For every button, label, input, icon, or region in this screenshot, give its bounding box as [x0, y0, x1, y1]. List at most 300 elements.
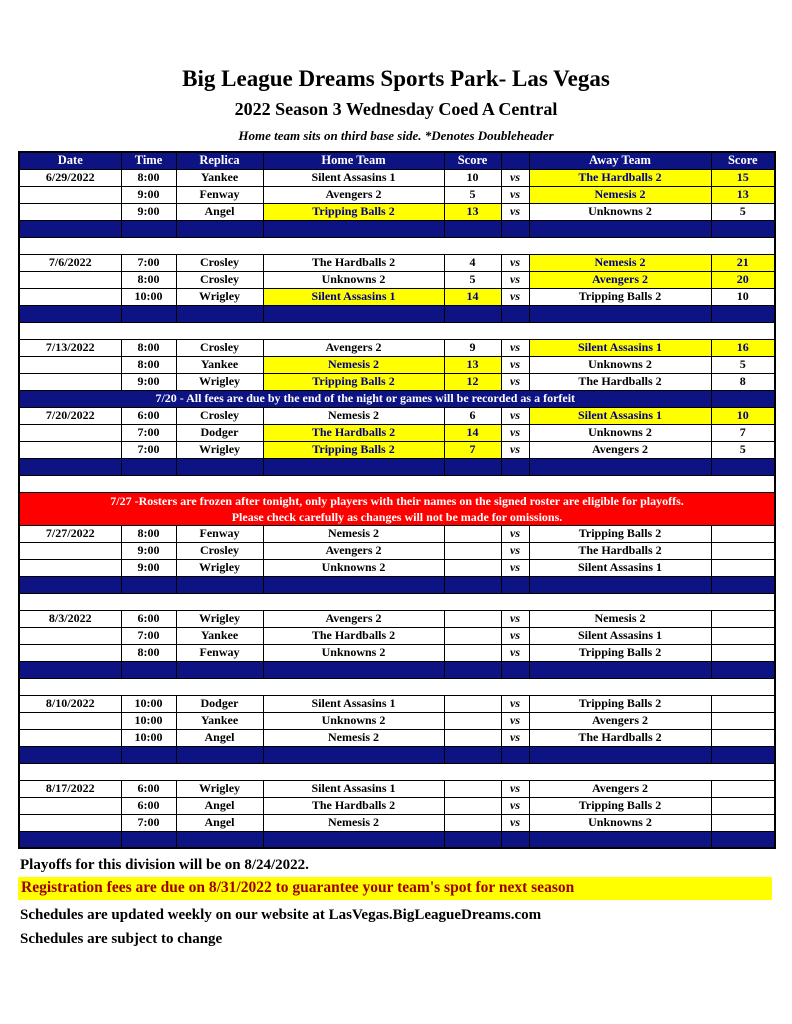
- date-cell: [19, 797, 121, 814]
- date-cell: [19, 712, 121, 729]
- home-score-cell: 13: [444, 203, 501, 220]
- separator-cell: [529, 305, 711, 322]
- separator-cell: [501, 661, 529, 678]
- time-cell: 9:00: [121, 559, 176, 576]
- away-team-cell: Tripping Balls 2: [529, 644, 711, 661]
- spacer-cell: [19, 475, 775, 492]
- away-score-cell: [711, 814, 775, 831]
- time-cell: 8:00: [121, 169, 176, 186]
- date-cell: [19, 424, 121, 441]
- separator-cell: [263, 220, 444, 237]
- vs-cell: vs: [501, 186, 529, 203]
- away-score-cell: [711, 695, 775, 712]
- home-team-cell: Unknowns 2: [263, 712, 444, 729]
- separator-cell: [529, 831, 711, 848]
- away-score-cell: [711, 780, 775, 797]
- banner-line: Please check carefully as changes will not be made for omissions.: [231, 509, 563, 524]
- separator-cell: [19, 831, 121, 848]
- away-team-cell: Nemesis 2: [529, 254, 711, 271]
- time-cell: 9:00: [121, 203, 176, 220]
- date-cell: [19, 203, 121, 220]
- home-score-cell: [444, 644, 501, 661]
- separator-cell: [444, 661, 501, 678]
- replica-cell: Crosley: [176, 542, 263, 559]
- replica-cell: Crosley: [176, 271, 263, 288]
- away-score-cell: [711, 525, 775, 542]
- home-team-cell: Nemesis 2: [263, 814, 444, 831]
- time-cell: 9:00: [121, 186, 176, 203]
- replica-cell: Yankee: [176, 712, 263, 729]
- vs-cell: vs: [501, 610, 529, 627]
- separator-cell: [263, 661, 444, 678]
- home-team-cell: Tripping Balls 2: [263, 373, 444, 390]
- date-cell: [19, 542, 121, 559]
- subject-to-change-note: Schedules are subject to change: [20, 931, 223, 948]
- time-cell: 7:00: [121, 424, 176, 441]
- date-cell: 7/13/2022: [19, 339, 121, 356]
- home-score-cell: [444, 627, 501, 644]
- home-score-cell: [444, 729, 501, 746]
- home-score-cell: 12: [444, 373, 501, 390]
- date-cell: [19, 441, 121, 458]
- separator-cell: [19, 746, 121, 763]
- home-team-cell: Unknowns 2: [263, 559, 444, 576]
- separator-cell: [711, 576, 775, 593]
- home-score-cell: 9: [444, 339, 501, 356]
- date-cell: [19, 271, 121, 288]
- column-header: Replica: [176, 152, 263, 169]
- separator-cell: [263, 305, 444, 322]
- away-team-cell: The Hardballs 2: [529, 542, 711, 559]
- separator-cell: [501, 746, 529, 763]
- separator-cell: [711, 831, 775, 848]
- game-row: [19, 169, 775, 186]
- home-team-cell: Silent Assasins 1: [263, 169, 444, 186]
- game-row: [19, 644, 775, 661]
- vs-cell: vs: [501, 644, 529, 661]
- banner-row: [19, 492, 775, 525]
- replica-cell: Fenway: [176, 644, 263, 661]
- replica-cell: Crosley: [176, 407, 263, 424]
- away-team-cell: Unknowns 2: [529, 424, 711, 441]
- away-score-cell: 8: [711, 373, 775, 390]
- separator-cell: [529, 220, 711, 237]
- game-row: [19, 203, 775, 220]
- game-row: [19, 407, 775, 424]
- date-cell: [19, 356, 121, 373]
- separator-cell: [263, 831, 444, 848]
- replica-cell: Fenway: [176, 525, 263, 542]
- away-team-cell: Avengers 2: [529, 271, 711, 288]
- time-cell: 10:00: [121, 695, 176, 712]
- note-cell: [711, 390, 775, 407]
- separator-row: [19, 458, 775, 475]
- vs-cell: vs: [501, 627, 529, 644]
- separator-cell: [501, 831, 529, 848]
- game-row: [19, 729, 775, 746]
- separator-row: [19, 305, 775, 322]
- time-cell: 7:00: [121, 441, 176, 458]
- spacer-row: [19, 237, 775, 254]
- replica-cell: Fenway: [176, 186, 263, 203]
- date-cell: [19, 186, 121, 203]
- time-cell: 8:00: [121, 356, 176, 373]
- game-row: [19, 797, 775, 814]
- replica-cell: Angel: [176, 203, 263, 220]
- replica-cell: Crosley: [176, 339, 263, 356]
- vs-cell: vs: [501, 525, 529, 542]
- page-subtitle: 2022 Season 3 Wednesday Coed A Central: [234, 99, 558, 119]
- vs-cell: vs: [501, 339, 529, 356]
- website-note: Schedules are updated weekly on our website at LasVegas.BigLeagueDreams.com: [20, 907, 542, 924]
- replica-cell: Angel: [176, 814, 263, 831]
- home-team-note: Home team sits on third base side. *Denotes Doubleheader: [238, 128, 554, 143]
- away-team-cell: Tripping Balls 2: [529, 525, 711, 542]
- banner-line: 7/27 -Rosters are frozen after tonight, only players with their names on the signed roster are eligible for playoffs.: [110, 493, 684, 508]
- time-cell: 6:00: [121, 780, 176, 797]
- away-score-cell: [711, 610, 775, 627]
- home-team-cell: Silent Assasins 1: [263, 288, 444, 305]
- away-score-cell: 16: [711, 339, 775, 356]
- home-score-cell: [444, 610, 501, 627]
- vs-cell: vs: [501, 695, 529, 712]
- time-cell: 7:00: [121, 627, 176, 644]
- date-cell: [19, 373, 121, 390]
- home-team-cell: Tripping Balls 2: [263, 441, 444, 458]
- date-cell: 7/20/2022: [19, 407, 121, 424]
- game-row: [19, 712, 775, 729]
- away-team-cell: The Hardballs 2: [529, 169, 711, 186]
- replica-cell: Wrigley: [176, 610, 263, 627]
- home-team-cell: The Hardballs 2: [263, 627, 444, 644]
- time-cell: 8:00: [121, 339, 176, 356]
- table-header-row: [19, 152, 775, 169]
- separator-cell: [263, 576, 444, 593]
- separator-row: [19, 576, 775, 593]
- note-cell: 7/20 - All fees are due by the end of the night or games will be recorded as a forfeit: [19, 390, 711, 407]
- separator-cell: [444, 305, 501, 322]
- separator-cell: [529, 458, 711, 475]
- game-row: [19, 780, 775, 797]
- game-row: [19, 271, 775, 288]
- column-header: Time: [121, 152, 176, 169]
- separator-cell: [19, 458, 121, 475]
- spacer-cell: [19, 322, 775, 339]
- separator-cell: [444, 458, 501, 475]
- spacer-row: [19, 763, 775, 780]
- separator-cell: [121, 458, 176, 475]
- away-team-cell: Silent Assasins 1: [529, 407, 711, 424]
- vs-cell: vs: [501, 356, 529, 373]
- separator-row: [19, 746, 775, 763]
- away-team-cell: Nemesis 2: [529, 186, 711, 203]
- away-score-cell: [711, 542, 775, 559]
- time-cell: 6:00: [121, 610, 176, 627]
- separator-cell: [176, 746, 263, 763]
- separator-row: [19, 831, 775, 848]
- vs-cell: vs: [501, 271, 529, 288]
- separator-cell: [444, 831, 501, 848]
- time-cell: 10:00: [121, 729, 176, 746]
- spacer-row: [19, 678, 775, 695]
- game-row: [19, 610, 775, 627]
- schedule-body: [19, 169, 775, 848]
- separator-cell: [176, 576, 263, 593]
- replica-cell: Crosley: [176, 254, 263, 271]
- away-team-cell: Unknowns 2: [529, 814, 711, 831]
- away-team-cell: Silent Assasins 1: [529, 339, 711, 356]
- separator-cell: [444, 576, 501, 593]
- game-row: [19, 288, 775, 305]
- time-cell: 10:00: [121, 288, 176, 305]
- home-score-cell: [444, 780, 501, 797]
- column-header: Away Team: [529, 152, 711, 169]
- vs-cell: vs: [501, 542, 529, 559]
- date-cell: [19, 644, 121, 661]
- home-score-cell: 5: [444, 271, 501, 288]
- spacer-row: [19, 475, 775, 492]
- home-score-cell: [444, 559, 501, 576]
- separator-cell: [121, 305, 176, 322]
- home-score-cell: [444, 712, 501, 729]
- away-score-cell: 5: [711, 441, 775, 458]
- home-team-cell: Nemesis 2: [263, 356, 444, 373]
- home-score-cell: 7: [444, 441, 501, 458]
- column-header: Home Team: [263, 152, 444, 169]
- home-team-cell: Nemesis 2: [263, 407, 444, 424]
- page-title: Big League Dreams Sports Park- Las Vegas: [182, 66, 610, 91]
- home-team-cell: The Hardballs 2: [263, 424, 444, 441]
- game-row: [19, 424, 775, 441]
- game-row: [19, 373, 775, 390]
- away-team-cell: Unknowns 2: [529, 356, 711, 373]
- separator-cell: [501, 576, 529, 593]
- away-team-cell: Unknowns 2: [529, 203, 711, 220]
- separator-cell: [711, 220, 775, 237]
- separator-cell: [19, 661, 121, 678]
- separator-cell: [263, 458, 444, 475]
- time-cell: 6:00: [121, 407, 176, 424]
- separator-cell: [19, 305, 121, 322]
- spacer-cell: [19, 763, 775, 780]
- time-cell: 8:00: [121, 644, 176, 661]
- home-team-cell: Nemesis 2: [263, 729, 444, 746]
- date-cell: 8/10/2022: [19, 695, 121, 712]
- separator-cell: [121, 220, 176, 237]
- time-cell: 7:00: [121, 254, 176, 271]
- away-score-cell: 7: [711, 424, 775, 441]
- separator-cell: [19, 576, 121, 593]
- home-score-cell: 4: [444, 254, 501, 271]
- home-team-cell: Avengers 2: [263, 542, 444, 559]
- home-score-cell: [444, 797, 501, 814]
- game-row: [19, 627, 775, 644]
- game-row: [19, 254, 775, 271]
- home-score-cell: 10: [444, 169, 501, 186]
- away-score-cell: 10: [711, 288, 775, 305]
- separator-row: [19, 220, 775, 237]
- date-cell: 7/6/2022: [19, 254, 121, 271]
- time-cell: 9:00: [121, 373, 176, 390]
- time-cell: 6:00: [121, 797, 176, 814]
- away-team-cell: Tripping Balls 2: [529, 695, 711, 712]
- away-team-cell: Avengers 2: [529, 712, 711, 729]
- separator-cell: [176, 220, 263, 237]
- spacer-row: [19, 593, 775, 610]
- game-row: [19, 525, 775, 542]
- spacer-cell: [19, 678, 775, 695]
- separator-cell: [444, 220, 501, 237]
- replica-cell: Wrigley: [176, 373, 263, 390]
- replica-cell: Angel: [176, 729, 263, 746]
- separator-cell: [711, 746, 775, 763]
- away-team-cell: Silent Assasins 1: [529, 627, 711, 644]
- vs-cell: vs: [501, 373, 529, 390]
- time-cell: 9:00: [121, 542, 176, 559]
- date-cell: 8/17/2022: [19, 780, 121, 797]
- date-cell: 8/3/2022: [19, 610, 121, 627]
- vs-cell: vs: [501, 288, 529, 305]
- away-score-cell: 5: [711, 203, 775, 220]
- home-team-cell: Avengers 2: [263, 186, 444, 203]
- schedule-table: [18, 151, 776, 849]
- home-team-cell: The Hardballs 2: [263, 797, 444, 814]
- game-row: [19, 542, 775, 559]
- vs-cell: vs: [501, 169, 529, 186]
- note-row: [19, 390, 775, 407]
- separator-row: [19, 661, 775, 678]
- replica-cell: Wrigley: [176, 780, 263, 797]
- home-score-cell: 6: [444, 407, 501, 424]
- home-team-cell: Unknowns 2: [263, 271, 444, 288]
- date-cell: [19, 729, 121, 746]
- separator-cell: [501, 458, 529, 475]
- separator-cell: [529, 576, 711, 593]
- separator-cell: [176, 305, 263, 322]
- time-cell: 10:00: [121, 712, 176, 729]
- game-row: [19, 356, 775, 373]
- vs-cell: vs: [501, 559, 529, 576]
- spacer-cell: [19, 593, 775, 610]
- vs-cell: vs: [501, 780, 529, 797]
- replica-cell: Wrigley: [176, 441, 263, 458]
- vs-cell: vs: [501, 254, 529, 271]
- separator-cell: [501, 305, 529, 322]
- home-score-cell: 14: [444, 424, 501, 441]
- away-score-cell: [711, 644, 775, 661]
- away-score-cell: [711, 712, 775, 729]
- away-team-cell: Silent Assasins 1: [529, 559, 711, 576]
- game-row: [19, 186, 775, 203]
- home-score-cell: 5: [444, 186, 501, 203]
- game-row: [19, 441, 775, 458]
- away-team-cell: Nemesis 2: [529, 610, 711, 627]
- game-row: [19, 814, 775, 831]
- time-cell: 7:00: [121, 814, 176, 831]
- home-score-cell: 14: [444, 288, 501, 305]
- vs-cell: vs: [501, 203, 529, 220]
- away-score-cell: 5: [711, 356, 775, 373]
- vs-cell: vs: [501, 712, 529, 729]
- column-header: Score: [711, 152, 775, 169]
- home-team-cell: Tripping Balls 2: [263, 203, 444, 220]
- away-score-cell: [711, 797, 775, 814]
- away-team-cell: The Hardballs 2: [529, 373, 711, 390]
- home-score-cell: [444, 814, 501, 831]
- home-team-cell: Unknowns 2: [263, 644, 444, 661]
- home-team-cell: Avengers 2: [263, 610, 444, 627]
- time-cell: 8:00: [121, 525, 176, 542]
- game-row: [19, 695, 775, 712]
- away-score-cell: [711, 729, 775, 746]
- vs-cell: vs: [501, 797, 529, 814]
- away-team-cell: Tripping Balls 2: [529, 797, 711, 814]
- home-team-cell: Silent Assasins 1: [263, 695, 444, 712]
- replica-cell: Wrigley: [176, 288, 263, 305]
- separator-cell: [176, 661, 263, 678]
- separator-cell: [121, 831, 176, 848]
- vs-cell: vs: [501, 729, 529, 746]
- separator-cell: [121, 746, 176, 763]
- home-team-cell: Silent Assasins 1: [263, 780, 444, 797]
- away-score-cell: 20: [711, 271, 775, 288]
- date-cell: [19, 627, 121, 644]
- replica-cell: Wrigley: [176, 559, 263, 576]
- banner-cell: [19, 492, 775, 525]
- home-score-cell: [444, 525, 501, 542]
- separator-cell: [711, 305, 775, 322]
- home-team-cell: The Hardballs 2: [263, 254, 444, 271]
- separator-cell: [121, 661, 176, 678]
- away-score-cell: 21: [711, 254, 775, 271]
- replica-cell: Dodger: [176, 424, 263, 441]
- date-cell: [19, 559, 121, 576]
- away-score-cell: [711, 559, 775, 576]
- separator-cell: [19, 220, 121, 237]
- column-header: [501, 152, 529, 169]
- away-score-cell: [711, 627, 775, 644]
- date-cell: [19, 814, 121, 831]
- replica-cell: Dodger: [176, 695, 263, 712]
- replica-cell: Yankee: [176, 169, 263, 186]
- home-team-cell: Avengers 2: [263, 339, 444, 356]
- vs-cell: vs: [501, 814, 529, 831]
- home-score-cell: 13: [444, 356, 501, 373]
- playoffs-note: Playoffs for this division will be on 8/24/2022.: [20, 857, 309, 874]
- date-cell: 6/29/2022: [19, 169, 121, 186]
- away-team-cell: Avengers 2: [529, 780, 711, 797]
- game-row: [19, 559, 775, 576]
- home-score-cell: [444, 542, 501, 559]
- replica-cell: Angel: [176, 797, 263, 814]
- away-score-cell: 15: [711, 169, 775, 186]
- home-team-cell: Nemesis 2: [263, 525, 444, 542]
- separator-cell: [711, 661, 775, 678]
- separator-cell: [529, 661, 711, 678]
- separator-cell: [263, 746, 444, 763]
- replica-cell: Yankee: [176, 627, 263, 644]
- column-header: Date: [19, 152, 121, 169]
- spacer-cell: [19, 237, 775, 254]
- separator-cell: [444, 746, 501, 763]
- away-team-cell: Tripping Balls 2: [529, 288, 711, 305]
- separator-cell: [529, 746, 711, 763]
- registration-note: Registration fees are due on 8/31/2022 to guarantee your team's spot for next season: [18, 877, 772, 900]
- vs-cell: vs: [501, 441, 529, 458]
- spacer-row: [19, 322, 775, 339]
- separator-cell: [501, 220, 529, 237]
- away-score-cell: 10: [711, 407, 775, 424]
